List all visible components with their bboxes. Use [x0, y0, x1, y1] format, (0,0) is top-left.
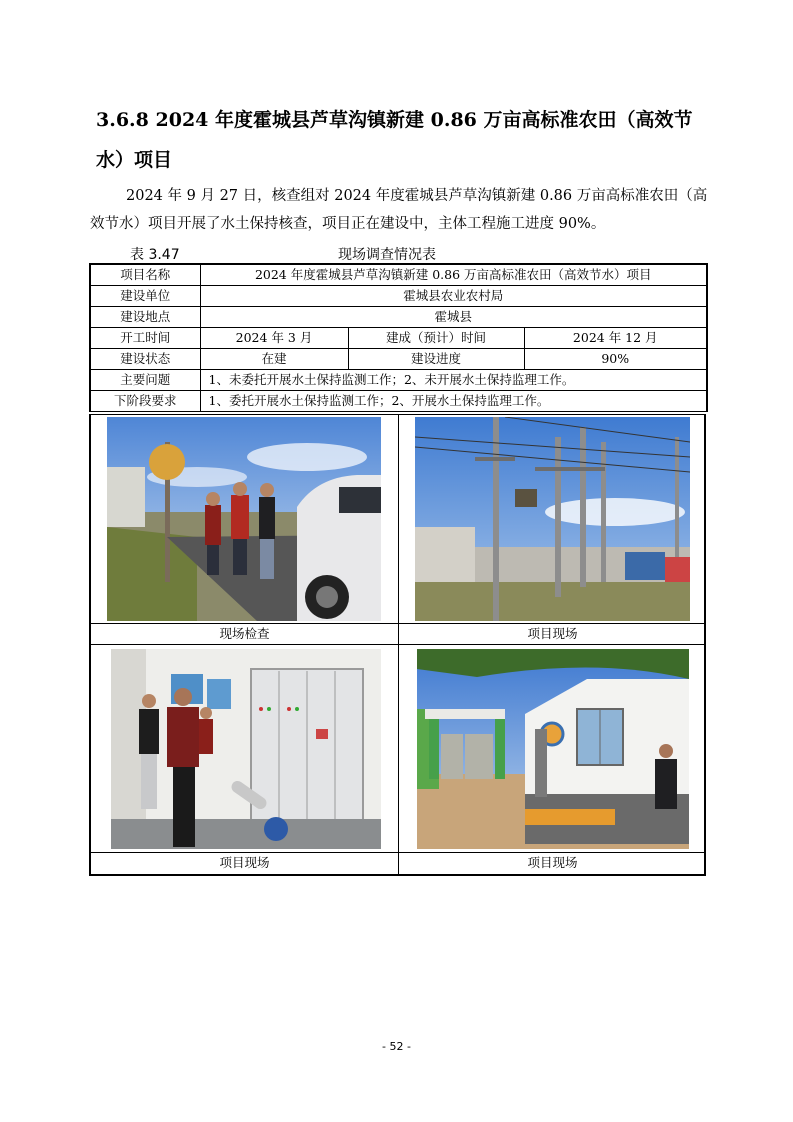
control-room-photo [111, 649, 381, 849]
issues-value: 1、未委托开展水土保持监测工作；2、未开展水土保持监理工作。 [200, 370, 707, 391]
page-number: - 52 - [382, 1040, 411, 1053]
table-row [90, 328, 707, 349]
unit-value: 霍城县农业农村局 [200, 286, 707, 307]
row-label: 建设地点 [90, 307, 200, 328]
photo-caption: 项目现场 [527, 626, 578, 641]
row-label: 项目名称 [90, 264, 200, 286]
finish-value: 2024 年 12 月 [524, 328, 707, 349]
row-label: 建设进度 [348, 349, 524, 370]
table-row [90, 307, 707, 328]
next-steps-value: 1、委托开展水土保持监测工作；2、开展水土保持监理工作。 [200, 391, 707, 412]
photo-caption: 项目现场 [219, 855, 270, 870]
section-heading: 3.6.8 2024 年度霍城县芦草沟镇新建 0.86 万亩高标准农田（高效节水）项目 [96, 109, 693, 171]
grid-divider [91, 644, 704, 645]
row-label: 主要问题 [90, 370, 200, 391]
power-poles-photo [415, 417, 690, 621]
table-caption [90, 244, 706, 264]
photo-caption: 现场检查 [219, 626, 270, 641]
progress-value: 90% [524, 349, 707, 370]
row-label: 建成（预计）时间 [348, 328, 524, 349]
site-inspection-photo [107, 417, 381, 621]
project-name-value: 2024 年度霍城县芦草沟镇新建 0.86 万亩高标准农田（高效节水）项目 [200, 264, 707, 286]
table-row [90, 391, 707, 412]
photo-caption: 项目现场 [527, 855, 578, 870]
status-value: 在建 [200, 349, 348, 370]
location-value: 霍城县 [200, 307, 707, 328]
photo-grid [89, 414, 706, 876]
table-row [90, 349, 707, 370]
start-value: 2024 年 3 月 [200, 328, 348, 349]
survey-table [89, 263, 708, 412]
row-label: 建设单位 [90, 286, 200, 307]
table-row [90, 264, 707, 286]
table-title: 现场调查情况表 [338, 247, 436, 263]
row-label: 下阶段要求 [90, 391, 200, 412]
table-row [90, 286, 707, 307]
row-label: 建设状态 [90, 349, 200, 370]
row-label: 开工时间 [90, 328, 200, 349]
intro-paragraph: 2024 年 9 月 27 日，核查组对 2024 年度霍城县芦草沟镇新建 0.86 万亩高标准农田（高效节水）项目开展了水土保持核查，项目正在建设中，主体工程施工进度 90%。 [90, 188, 708, 232]
pump-house-photo [417, 649, 689, 849]
table-row [90, 370, 707, 391]
table-number: 表 3.47 [130, 247, 180, 263]
